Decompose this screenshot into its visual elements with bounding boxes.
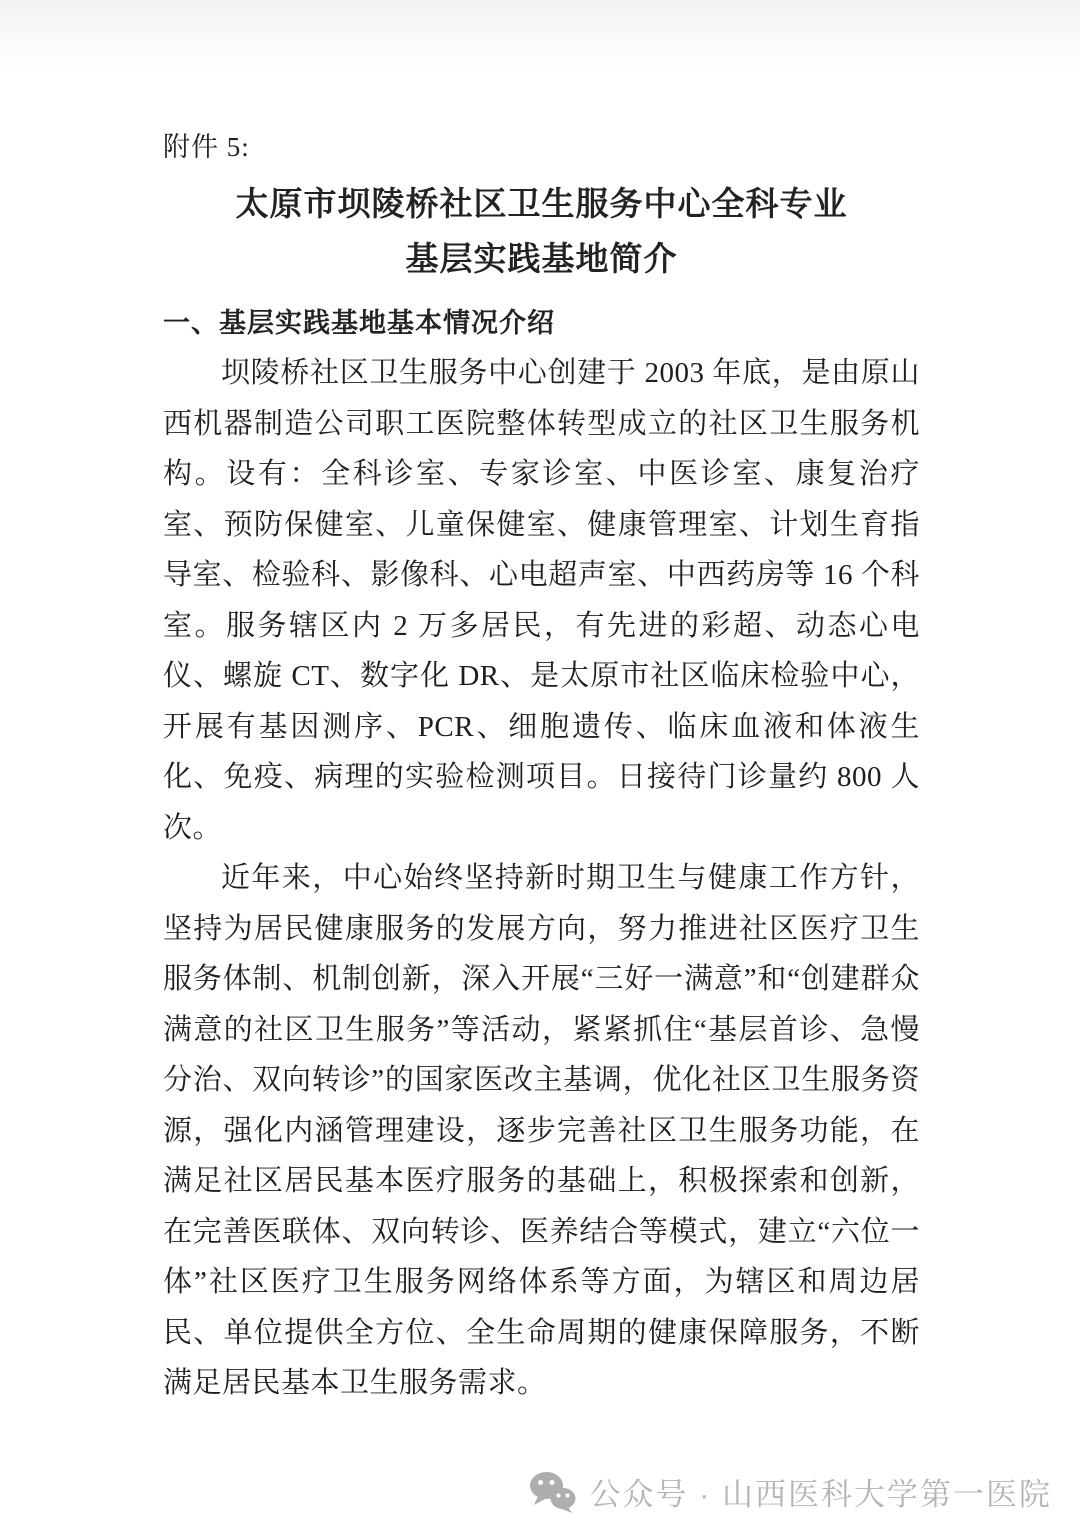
- attachment-label: 附件 5:: [163, 132, 250, 162]
- paragraph-recent-years: 近年来，中心始终坚持新时期卫生与健康工作方针，坚持为居民健康服务的发展方向，努力推进社区医疗卫生服务体制、机制创新，深入开展“三好一满意”和“创建群众满意的社区卫生服务”等活动，紧紧抓住“基层首诊、急慢分治、双向转诊”的国家医改主基调，优化社区卫生服务资源，强化内涵管理建设，逐步完善社区卫生服务功能，在满足社区居民基本医疗服务的基础上，积极探索和创新，在完善医联体、双向转诊、医养结合等模式，建立“六位一体”社区医疗卫生服务网络体系等方面，为辖区和周边居民、单位提供全方位、全生命周期的健康保障服务，不断满足居民基本卫生服务需求。: [163, 862, 920, 1399]
- document-title-line-1: 太原市坝陵桥社区卫生服务中心全科专业: [235, 187, 848, 223]
- document-title-line-2: 基层实践基地简介: [405, 242, 678, 278]
- watermark-text: 公众号 · 山西医科大学第一医院: [589, 1477, 1052, 1512]
- section-heading: 一、基层实践基地基本情况介绍: [163, 308, 555, 338]
- document-title: [163, 178, 920, 288]
- wechat-icon: [529, 1471, 577, 1513]
- paragraph-overview: 坝陵桥社区卫生服务中心创建于 2003 年底，是由原山西机器制造公司职工医院整体转型成立的社区卫生服务机构。设有：全科诊室、专家诊室、中医诊室、康复治疗室、预防保健室、儿童保健室、健康管理室、计划生育指导室、检验科、影像科、心电超声室、中西药房等 16 个科室。服务辖区内 2 万多居民，有先进的彩超、动态心电仪、螺旋 CT、数字化 DR、是太原市社区临床检验中心，开展有基因测序、PCR、细胞遗传、临床血液和体液生化、免疫、病理的实验检测项目。日接待门诊量约 800 人次。: [163, 357, 920, 844]
- watermark: [529, 1469, 1052, 1514]
